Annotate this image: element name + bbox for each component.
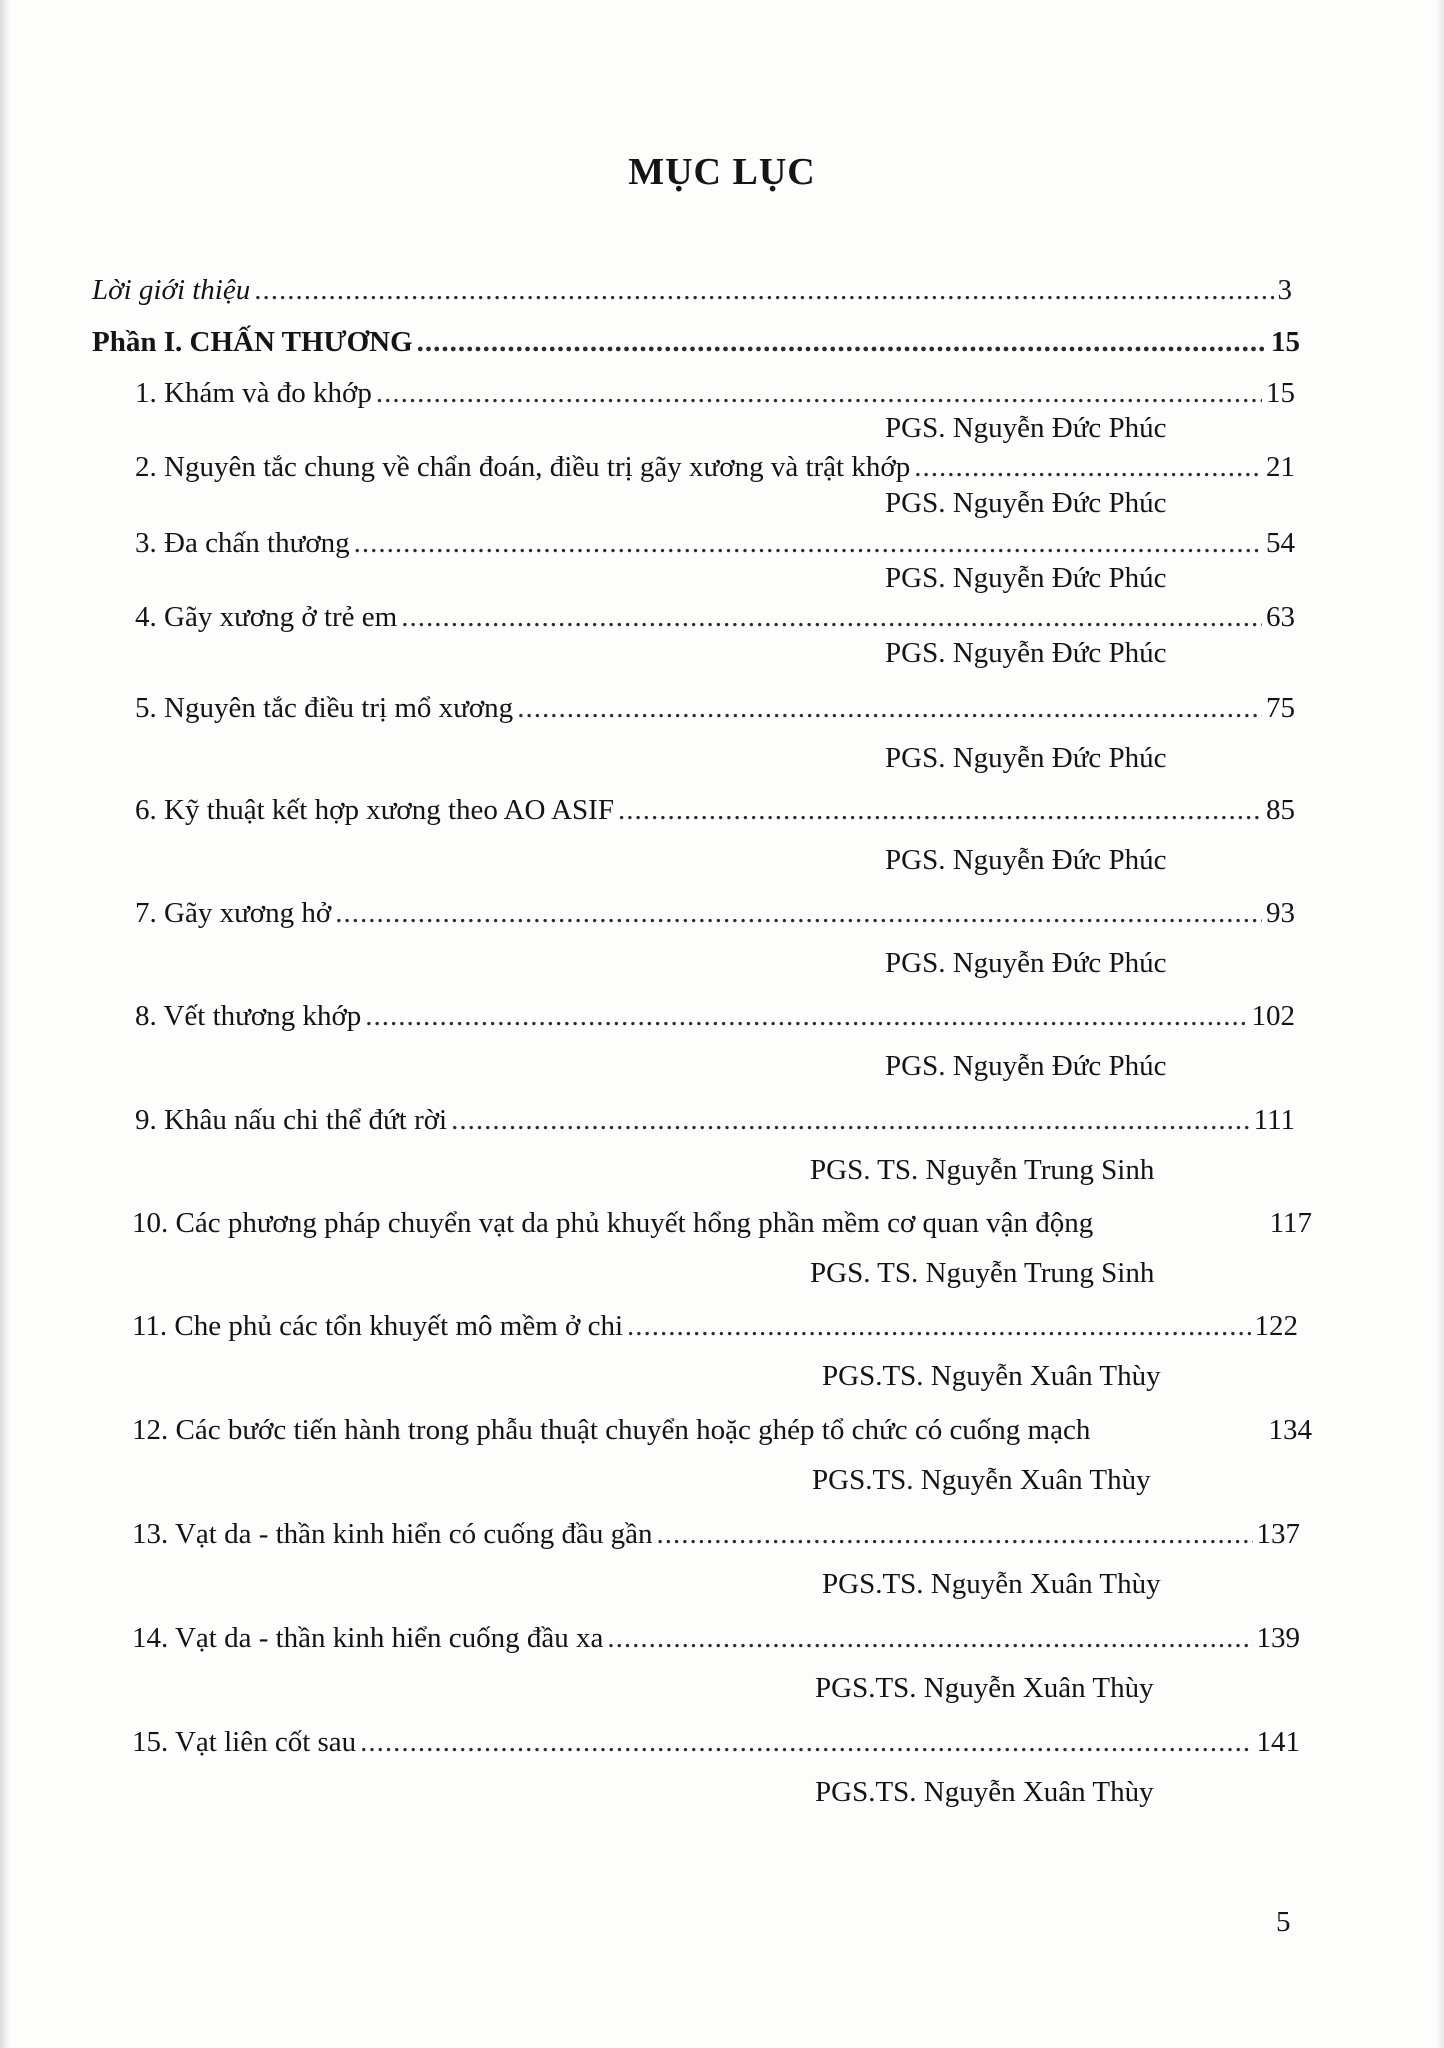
toc-entry-label: 4. Gãy xương ở trẻ em [135,601,398,633]
toc-entry-label: 10. Các phương pháp chuyển vạt da phủ khuyết hổng phần mềm cơ quan vận động [132,1207,1094,1239]
toc-entry-label: 3. Đa chấn thương [135,527,350,559]
page-title: MỤC LỤC [628,151,816,193]
toc-entry [135,893,1295,933]
toc-entry-author: PGS. TS. Nguyễn Trung Sinh [810,1257,1155,1289]
toc-entry-label: 8. Vết thương khớp [135,1000,362,1032]
toc-entry-label: 2. Nguyên tắc chung về chẩn đoán, điều trị gãy xương và trật khớp [135,451,911,483]
toc-entry-page: 141 [1256,1726,1300,1758]
dot-leader [607,1618,1252,1658]
toc-entry [135,597,1295,637]
toc-entry-label: 11. Che phủ các tổn khuyết mô mềm ở chi [132,1310,624,1342]
toc-entry [135,1100,1295,1140]
toc-entry [132,1306,1298,1346]
toc-entry [135,790,1295,830]
toc-entry-page: 75 [1266,692,1295,724]
toc-entry-label: Lời giới thiệu [92,274,251,306]
toc-entry [135,523,1295,563]
toc-entry-page: 111 [1253,1104,1295,1136]
toc-entry [135,688,1295,728]
dot-leader [360,1722,1252,1762]
toc-entry-author: PGS. Nguyễn Đức Phúc [885,637,1167,669]
dot-leader [627,1306,1250,1346]
toc-part-heading [92,322,1300,362]
dot-leader [254,270,1273,310]
toc-entry [135,373,1295,413]
dot-leader [417,322,1267,362]
toc-entry [135,996,1295,1036]
toc-entry [132,1410,1312,1450]
dot-leader [376,373,1262,413]
toc-entry-label: 6. Kỹ thuật kết hợp xương theo AO ASIF [135,794,614,826]
toc-entry-author: PGS.TS. Nguyễn Xuân Thùy [822,1568,1161,1600]
dot-leader [657,1514,1253,1554]
toc-entry-page: 3 [1277,274,1292,306]
toc-entry-label: 9. Khâu nấu chi thể đứt rời [135,1104,448,1136]
toc-entry-page: 85 [1266,794,1295,826]
dot-leader [517,688,1262,728]
toc-entry-author: PGS. Nguyễn Đức Phúc [885,742,1167,774]
toc-entry-label: 7. Gãy xương hở [135,897,332,929]
toc-entry-label: 1. Khám và đo khớp [135,377,372,409]
toc-entry-author: PGS. TS. Nguyễn Trung Sinh [810,1154,1155,1186]
toc-entry [132,1514,1300,1554]
toc-entry [132,1203,1312,1243]
toc-entry-page: 137 [1256,1518,1300,1550]
toc-entry-author: PGS.TS. Nguyễn Xuân Thùy [822,1360,1161,1392]
toc-entry-author: PGS. Nguyễn Đức Phúc [885,844,1167,876]
toc-entry-intro [92,270,1292,310]
dot-leader [401,597,1262,637]
toc-entry-page: 117 [1269,1207,1312,1239]
toc-entry-author: PGS.TS. Nguyễn Xuân Thùy [815,1776,1154,1808]
toc-entry-author: PGS. Nguyễn Đức Phúc [885,487,1167,519]
toc-entry-page: 93 [1266,897,1295,929]
toc-part-page: 15 [1271,326,1300,358]
toc-entry-page: 139 [1256,1622,1300,1654]
dot-leader [451,1100,1250,1140]
toc-entry [135,447,1295,487]
toc-entry-page: 21 [1266,451,1295,483]
toc-entry-page: 54 [1266,527,1295,559]
toc-entry-author: PGS. Nguyễn Đức Phúc [885,947,1167,979]
toc-entry-page: 102 [1251,1000,1295,1032]
toc-entry-author: PGS. Nguyễn Đức Phúc [885,1050,1167,1082]
dot-leader [618,790,1262,830]
toc-entry-label: 12. Các bước tiến hành trong phẫu thuật chuyển hoặc ghép tổ chức có cuống mạch [132,1414,1091,1446]
dot-leader [335,893,1262,933]
toc-entry-label: 15. Vạt liên cốt sau [132,1726,357,1758]
toc-entry-label: 14. Vạt da - thần kinh hiển cuống đầu xa [132,1622,604,1654]
dot-leader [914,447,1262,487]
toc-entry-page: 15 [1266,377,1295,409]
toc-entry-page: 134 [1268,1414,1312,1446]
toc-entry-label: 13. Vạt da - thần kinh hiển có cuống đầu gần [132,1518,653,1550]
toc-part-label: Phần I. CHẤN THƯƠNG [92,326,413,358]
dot-leader [354,523,1262,563]
toc-entry-author: PGS.TS. Nguyễn Xuân Thùy [815,1672,1154,1704]
toc-entry-author: PGS.TS. Nguyễn Xuân Thùy [812,1464,1151,1496]
toc-entry-page: 63 [1266,601,1295,633]
toc-entry [132,1722,1300,1762]
toc-entry-page: 122 [1254,1310,1298,1342]
dot-leader [365,996,1247,1036]
toc-entry-author: PGS. Nguyễn Đức Phúc [885,412,1167,444]
page-number: 5 [1276,1906,1291,1938]
toc-entry-author: PGS. Nguyễn Đức Phúc [885,562,1167,594]
toc-entry [132,1618,1300,1658]
toc-entry-label: 5. Nguyên tắc điều trị mổ xương [135,692,514,724]
